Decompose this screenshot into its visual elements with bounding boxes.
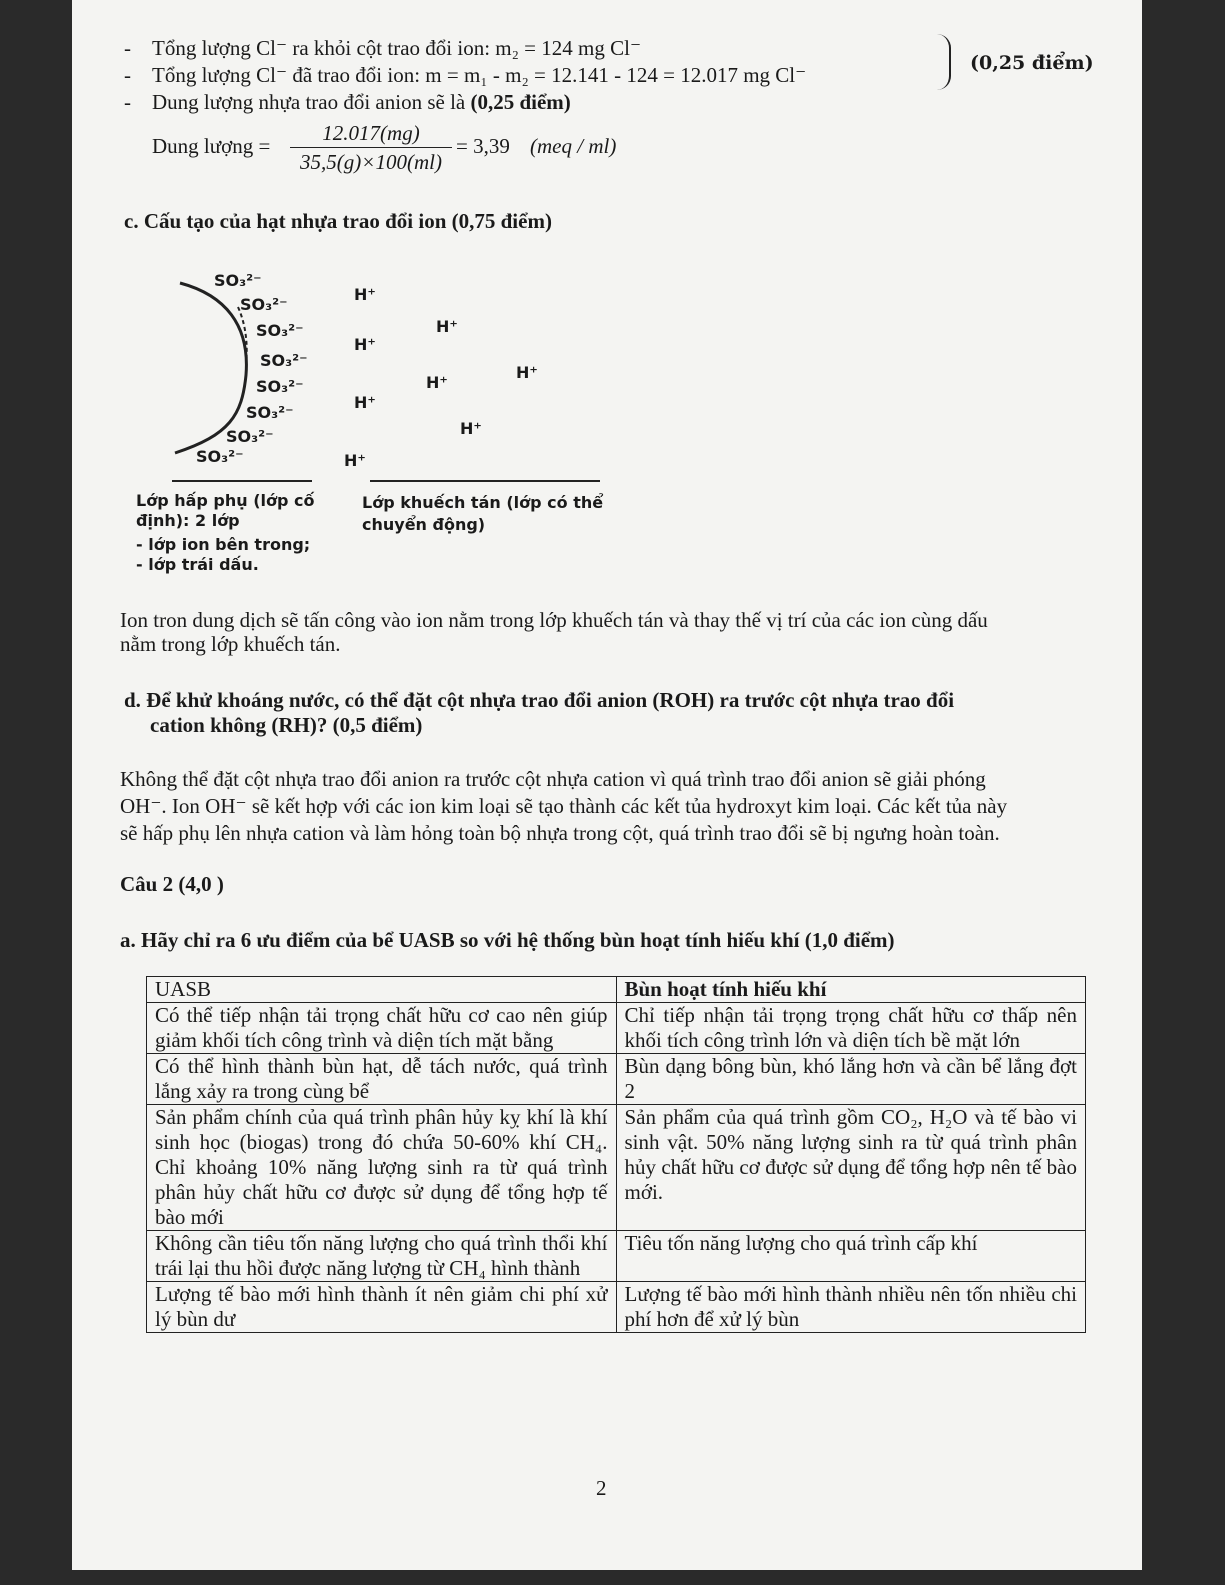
fraction-bar <box>290 147 452 148</box>
table-cell: Sản phẩm của quá trình gồm CO₂, H₂O và tế bào vi sinh vật. 50% năng lượng sinh ra từ quá trình phân hủy chất hữu cơ được sử dụng để tổng hợp nên tế bào mới. <box>616 1105 1086 1231</box>
h-ion: H⁺ <box>344 451 366 470</box>
calc-line-2: Tổng lượng Cl⁻ đã trao đổi ion: m = m₁ - m₂ = 12.141 - 124 = 12.017 mg Cl⁻ <box>152 63 807 87</box>
brace-points: (0,25 điểm) <box>970 52 1094 74</box>
table-cell: Bùn dạng bông bùn, khó lắng hơn và cần bể lắng đợt 2 <box>616 1054 1086 1105</box>
ion-exchange-diagram <box>130 265 630 585</box>
so3-ion: SO₃²⁻ <box>256 377 304 396</box>
section-c-heading: c. Cấu tạo của hạt nhựa trao đổi ion (0,75 điểm) <box>124 209 552 233</box>
fixed-layer-label-3: - lớp ion bên trong; <box>136 535 311 554</box>
diffuse-layer-label-1: Lớp khuếch tán (lớp có thể <box>362 493 604 512</box>
question-2a-heading: a. Hãy chỉ ra 6 ưu điểm của bể UASB so với hệ thống bùn hoạt tính hiếu khí (1,0 điểm) <box>120 928 895 952</box>
formula-result: = 3,39 <box>456 134 510 158</box>
page-number: 2 <box>596 1476 607 1500</box>
table-cell: Lượng tế bào mới hình thành nhiều nên tốn nhiều chi phí hơn để xử lý bùn <box>616 1282 1086 1333</box>
fixed-layer-label-2: định): 2 lớp <box>136 511 240 530</box>
fixed-layer-label-4: - lớp trái dấu. <box>136 555 259 574</box>
so3-ion: SO₃²⁻ <box>246 403 294 422</box>
table-cell: Sản phẩm chính của quá trình phân hủy kỵ khí là khí sinh học (biogas) trong đó chứa 50-60% khí CH₄. Chỉ khoảng 10% năng lượng sinh ra từ quá trình phân hủy chất hữu cơ được sử dụng để tổng hợp tế bào mới <box>147 1105 617 1231</box>
brace <box>935 34 951 90</box>
table-cell: Có thể tiếp nhận tải trọng chất hữu cơ cao nên giúp giảm khối tích công trình và diện tích mặt bằng <box>147 1003 617 1054</box>
fixed-layer-label-1: Lớp hấp phụ (lớp cố <box>136 491 315 510</box>
bullet-2: - <box>124 63 131 87</box>
formula-label: Dung lượng = <box>152 134 271 158</box>
so3-ion: SO₃²⁻ <box>256 321 304 340</box>
table-row <box>147 1105 1086 1231</box>
table-row <box>147 1282 1086 1333</box>
h-ion: H⁺ <box>436 317 458 336</box>
section-d-heading-1: d. Để khử khoáng nước, có thể đặt cột nhựa trao đổi anion (ROH) ra trước cột nhựa trao đổi <box>124 688 955 712</box>
table-header-uasb: UASB <box>147 977 617 1003</box>
table-row <box>147 1003 1086 1054</box>
section-d-para-2: OH⁻. Ion OH⁻ sẽ kết hợp với các ion kim loại sẽ tạo thành các kết tủa hydroxyt kim loại. Các kết tủa này <box>120 794 1008 818</box>
table-header-activated-sludge: Bùn hoạt tính hiếu khí <box>616 977 1086 1003</box>
calc-line-1: Tổng lượng Cl⁻ ra khỏi cột trao đổi ion: m₂ = 124 mg Cl⁻ <box>152 36 642 60</box>
table-cell: Không cần tiêu tốn năng lượng cho quá trình thổi khí trái lại thu hồi được năng lượng từ CH₄ hình thành <box>147 1231 617 1282</box>
h-ion: H⁺ <box>354 285 376 304</box>
h-ion: H⁺ <box>460 419 482 438</box>
formula-denominator: 35,5(g)×100(ml) <box>300 150 442 174</box>
question-2-heading: Câu 2 (4,0 ) <box>120 872 224 896</box>
table-header-row <box>147 977 1086 1003</box>
formula-unit: (meq / ml) <box>530 134 617 158</box>
section-d-heading-2: cation không (RH)? (0,5 điểm) <box>150 713 423 737</box>
h-ion: H⁺ <box>426 373 448 392</box>
calc-line-3: Dung lượng nhựa trao đổi anion sẽ là (0,25 điểm) <box>152 90 571 114</box>
bullet-1: - <box>124 36 131 60</box>
table-cell: Tiêu tốn năng lượng cho quá trình cấp khí <box>616 1231 1086 1282</box>
section-d-para-3: sẽ hấp phụ lên nhựa cation và làm hỏng toàn bộ nhựa trong cột, quá trình trao đổi sẽ bị ngưng hoàn toàn. <box>120 821 1000 845</box>
table-cell: Lượng tế bào mới hình thành ít nên giảm chi phí xử lý bùn dư <box>147 1282 617 1333</box>
table-row <box>147 1231 1086 1282</box>
comparison-table <box>146 976 1086 1333</box>
so3-ion: SO₃²⁻ <box>260 351 308 370</box>
so3-ion: SO₃²⁻ <box>240 295 288 314</box>
section-d-para-1: Không thể đặt cột nhựa trao đổi anion ra trước cột nhựa cation vì quá trình trao đổi anion sẽ giải phóng <box>120 767 986 791</box>
diffuse-layer-label-2: chuyển động) <box>362 515 486 534</box>
h-ion: H⁺ <box>354 335 376 354</box>
h-ion: H⁺ <box>516 363 538 382</box>
table-row <box>147 1054 1086 1105</box>
bullet-3: - <box>124 90 131 114</box>
section-c-para-1: Ion tron dung dịch sẽ tấn công vào ion nằm trong lớp khuếch tán và thay thế vị trí của các ion cùng dấu <box>120 608 988 632</box>
formula-fraction <box>290 120 452 175</box>
table-cell: Chỉ tiếp nhận tải trọng trọng chất hữu cơ thấp nên khối tích công trình lớn và diện tích bề mặt lớn <box>616 1003 1086 1054</box>
so3-ion: SO₃²⁻ <box>196 447 244 466</box>
so3-ion: SO₃²⁻ <box>226 427 274 446</box>
so3-ion: SO₃²⁻ <box>214 271 262 290</box>
h-ion: H⁺ <box>354 393 376 412</box>
section-c-para-2: nằm trong lớp khuếch tán. <box>120 632 341 656</box>
table-cell: Có thể hình thành bùn hạt, dễ tách nước, quá trình lắng xảy ra trong cùng bể <box>147 1054 617 1105</box>
formula-numerator: 12.017(mg) <box>322 121 420 145</box>
